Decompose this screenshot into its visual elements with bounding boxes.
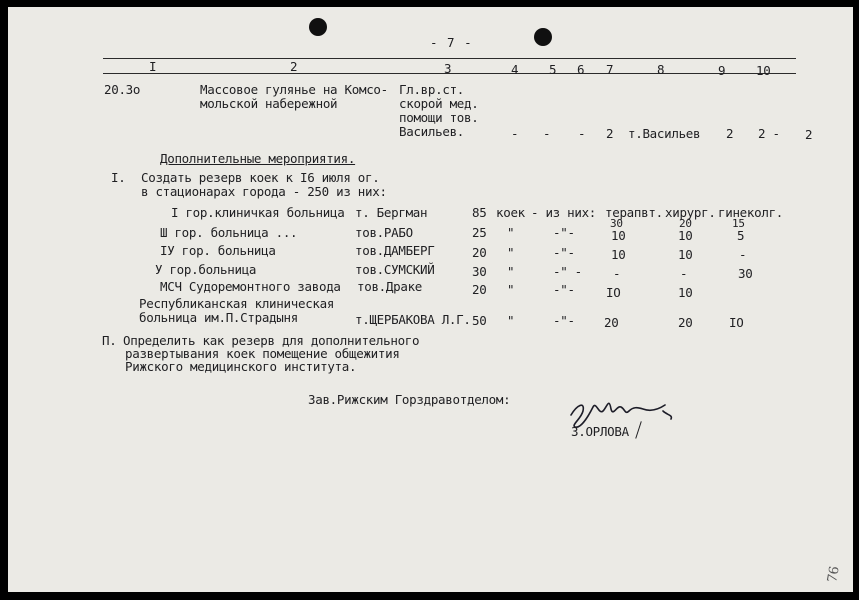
hospital-surgery: 10 [678, 285, 693, 300]
header-top-rule [103, 58, 796, 59]
hospital-beds: 30 [472, 264, 487, 279]
hospital-person: т. Бергман [355, 205, 428, 220]
item1-number: I. [111, 170, 126, 185]
therapy-top: 30 [610, 217, 623, 230]
surgery-top: 20 [679, 217, 692, 230]
hospital-surgery: 20 [678, 315, 693, 330]
col-num-9: 9 [718, 63, 726, 78]
hospital-sep: -" - [553, 264, 582, 279]
header-therapy: терапвт. [605, 205, 663, 220]
hospital-person: тов.СУМСКИЙ [355, 262, 435, 277]
page-number: - 7 - [430, 35, 473, 50]
punch-hole-left [309, 18, 327, 36]
hospital-therapy: 10 [611, 228, 626, 243]
hospital-surgery: 10 [678, 228, 693, 243]
event-col5: - [543, 126, 551, 141]
hospital-sep: -"- [553, 225, 575, 240]
event-col11: 2 [805, 127, 813, 142]
hospital-gynecology: 5 [737, 228, 745, 243]
event-col7: 2 [606, 126, 614, 141]
col-num-2: 2 [290, 59, 298, 74]
col-num-6: 6 [577, 62, 585, 77]
responsible-line4: Васильев. [399, 124, 465, 139]
event-col4: - [511, 126, 519, 141]
event-name-line1: Массовое гулянье на Комсо- [200, 82, 388, 97]
hospital-therapy: - [613, 266, 621, 281]
hospital-therapy: IO [606, 285, 621, 300]
hospital-gynecology: IO [729, 315, 744, 330]
item2-line1: Определить как резерв для дополнительного [123, 333, 420, 348]
event-col9: 2 [726, 126, 734, 141]
item1-line1: Создать резерв коек к I6 июля ог. [141, 170, 380, 185]
hospital-person: тов.РАБО [355, 225, 413, 240]
responsible-line2: скорой мед. [399, 96, 479, 111]
item2-line3: Рижского медицинского института. [125, 359, 357, 374]
hospital-beds: 50 [472, 313, 487, 328]
hospital-unit: " [507, 282, 515, 297]
hospital-person: т.ЩЕРБАКОВА Л.Г. [355, 312, 471, 327]
hospital-person: тов.ДАМБЕРГ [355, 243, 435, 258]
hospital-sep: -"- [553, 282, 575, 297]
hospital-name-line2: больница им.П.Страдыня [139, 310, 298, 325]
col-num-4: 4 [511, 62, 519, 77]
hospital-unit: " [507, 264, 515, 279]
hospital-unit: " [507, 245, 515, 260]
event-name-line2: мольской набережной [200, 96, 338, 111]
hospital-name: У гор.больница [155, 262, 257, 277]
hospital-sep: -"- [553, 245, 575, 260]
hospital-unit: " [507, 225, 515, 240]
archive-page-number: 76 [825, 565, 843, 584]
hospital-beds: 20 [472, 245, 487, 260]
col-num-10: 10 [756, 63, 771, 78]
item2-line2: развертывания коек помещение общежития [125, 346, 400, 361]
signatory-name: З.ОРЛОВА [571, 424, 629, 439]
hospital-beds: 25 [472, 225, 487, 240]
header-surgery: хирург. [665, 205, 716, 220]
item2-number: П. [102, 333, 117, 348]
hospital-beds: 85 [472, 205, 487, 220]
signatory-position: Зав.Рижским Горздравотделом: [308, 392, 511, 407]
event-col10: 2 - [758, 126, 780, 141]
hospital-unit: коек [496, 205, 525, 220]
hospital-gynecology: - [739, 247, 747, 262]
hospital-sep: - из них: [531, 205, 597, 220]
event-col6: - [578, 126, 586, 141]
col-num-8: 8 [657, 62, 665, 77]
hospital-name: I гор.клиничкая больница [171, 205, 345, 220]
section-title: Дополнительные мероприятия. [160, 151, 356, 166]
hospital-surgery: 10 [678, 247, 693, 262]
hospital-name: МСЧ Судоремонтного завода [160, 279, 341, 294]
item1-line2: в стационарах города - 250 из них: [141, 184, 387, 199]
col-num-1: I [149, 59, 157, 74]
col-num-7: 7 [606, 62, 614, 77]
hospital-name-line1: Республиканская клиническая [139, 296, 335, 311]
hospital-person: тов.Драке [357, 279, 423, 294]
hospital-name: Ш гор. больница ... [160, 225, 298, 240]
hospital-gynecology: 30 [738, 266, 753, 281]
document-page [8, 7, 853, 592]
responsible-line3: помощи тов. [399, 110, 479, 125]
col-num-3: 3 [444, 61, 452, 76]
hospital-beds: 20 [472, 282, 487, 297]
hospital-sep: -"- [553, 313, 575, 328]
event-col8: т.Васильев [628, 126, 701, 141]
col-num-5: 5 [549, 62, 557, 77]
hospital-surgery: - [680, 266, 688, 281]
hospital-unit: " [507, 313, 515, 328]
hospital-therapy: 10 [611, 247, 626, 262]
event-time: 20.3o [104, 82, 141, 97]
gyn-top: 15 [732, 217, 745, 230]
header-gynecology: гинеколг. [718, 205, 784, 220]
hospital-name: IУ гор. больница [160, 243, 276, 258]
punch-hole-right [534, 28, 552, 46]
responsible-line1: Гл.вр.ст. [399, 82, 465, 97]
hospital-therapy: 20 [604, 315, 619, 330]
